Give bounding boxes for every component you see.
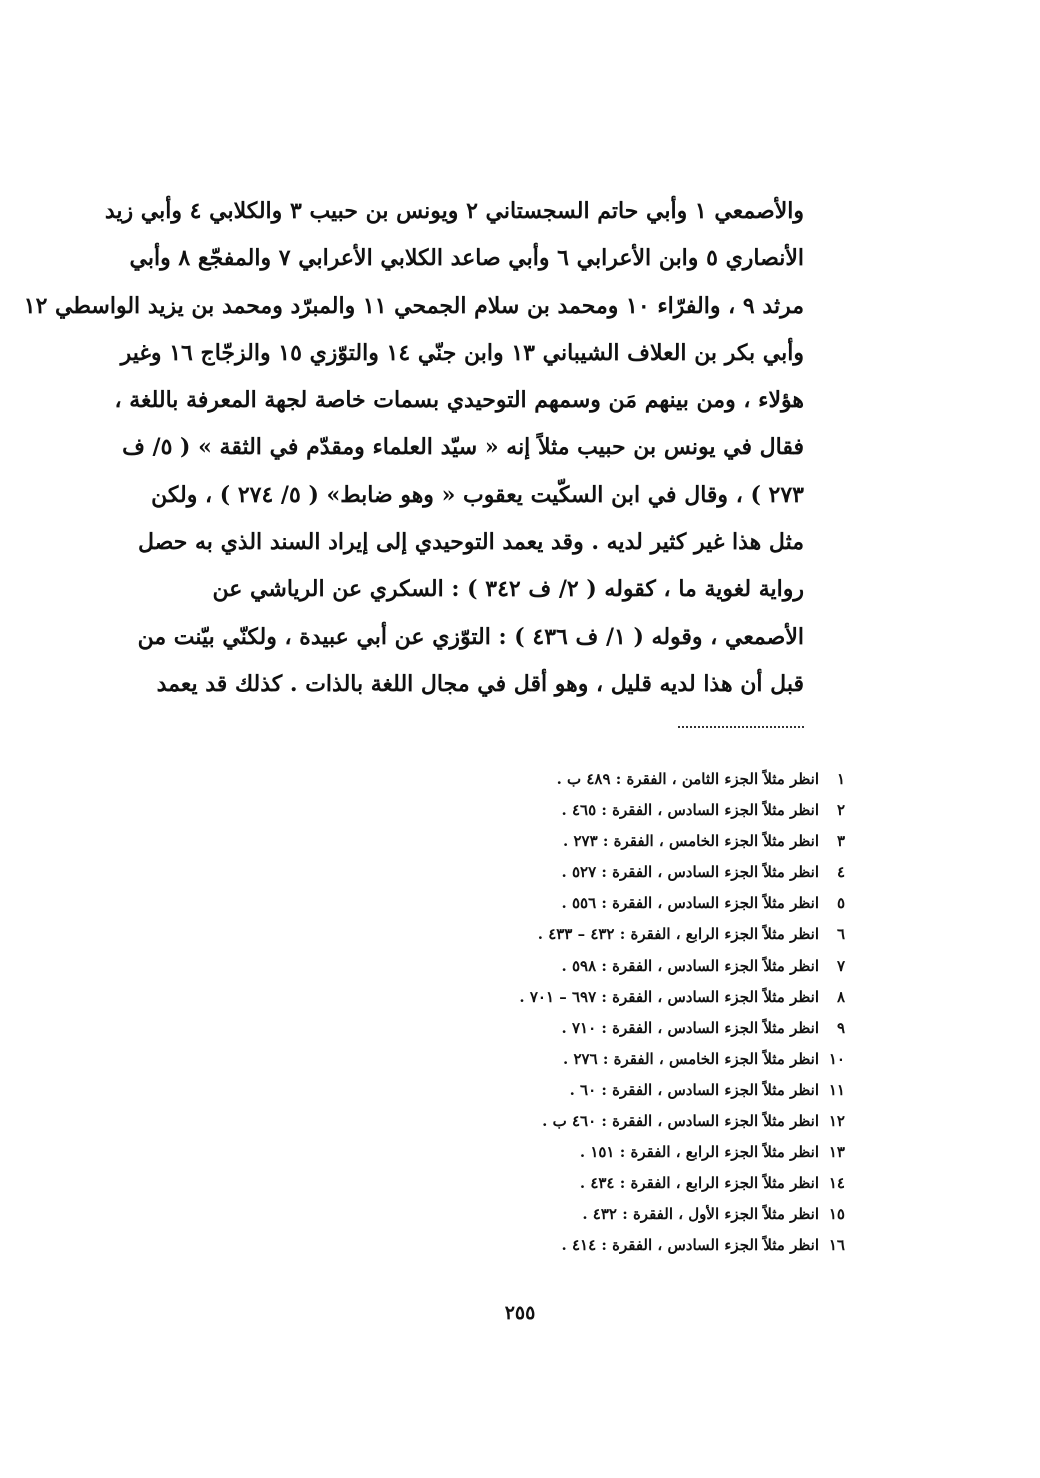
footnote-text: انظر مثلاً الجزء السادس ، الفقرة : ٦٩٧ – ٧٠١ . [519,987,819,1006]
footnote-item [400,1137,845,1168]
footnote-text: انظر مثلاً الجزء السادس ، الفقرة : ٥٢٧ . [561,863,819,882]
footnote-item [400,1106,845,1137]
body-line: والأصمعي ١ وأبي حاتم السجستاني ٢ ويونس بن حبيب ٣ والكلابي ٤ وأبي زيد [104,198,804,224]
footnote-number: ١٣ [828,1143,845,1162]
body-line: رواية لغوية ما ، كقوله ( ٢/ ف ٣٤٢ ) : السكري عن الرياشي عن [212,576,804,603]
body-line: الأصمعي ، وقوله ( ١/ ف ٤٣٦ ) : التوّزي عن أبي عبيدة ، ولكنّي بيّنت من [137,623,804,650]
footnote-text: انظر مثلاً الجزء السادس ، الفقرة : ٦٠ . [569,1080,819,1099]
footnote-number: ٣ [836,832,845,851]
footnote-text: انظر مثلاً الجزء السادس ، الفقرة : ٧١٠ . [561,1018,819,1037]
footnote-number: ٩ [836,1018,845,1037]
footnote-item [400,1044,845,1075]
body-line: وأبي بكر بن العلاف الشيباني ١٣ وابن جنّي ١٤ والتوّزي ١٥ والزجّاج ١٦ وغير [120,339,804,366]
footnote-item [400,888,845,919]
footnote-number: ١٤ [828,1174,845,1193]
main-text-block [23,188,804,708]
body-line: الأنصاري ٥ وابن الأعرابي ٦ وأبي صاعد الكلابي الأعرابي ٧ والمفجّع ٨ وأبي [129,245,804,272]
footnote-item [400,982,845,1013]
footnote-item [400,764,845,795]
footnotes-list [400,764,845,1262]
footnote-text: انظر مثلاً الجزء الثامن ، الفقرة : ٤٨٩ ب . [556,770,819,788]
footnote-text: انظر مثلاً الجزء السادس ، الفقرة : ٤٦٥ . [561,801,819,820]
footnote-number: ١٢ [828,1112,845,1131]
footnote-separator [678,726,804,728]
body-line: قبل أن هذا لديه قليل ، وهو أقل في مجال اللغة بالذات . كذلك قد يعمد [156,670,804,697]
footnote-number: ٦ [836,925,845,944]
footnote-number: ٤ [836,863,845,882]
footnote-number: ١١ [828,1080,845,1099]
footnote-text: انظر مثلاً الجزء الرابع ، الفقرة : ١٥١ . [579,1143,819,1162]
footnote-item [400,951,845,982]
footnote-item [400,826,845,857]
footnote-number: ٧ [836,956,845,975]
footnote-item [400,1075,845,1106]
footnote-text: انظر مثلاً الجزء السادس ، الفقرة : ٤٦٠ ب . [542,1112,819,1131]
footnote-number: ١ [836,770,845,788]
footnote-text: انظر مثلاً الجزء الرابع ، الفقرة : ٤٣٤ . [579,1174,819,1193]
body-line: ٢٧٣ ) ، وقال في ابن السكّيت يعقوب « وهو ضابط» ( ٥/ ٢٧٤ ) ، ولكن [151,481,804,508]
footnote-text: انظر مثلاً الجزء الخامس ، الفقرة : ٢٧٦ . [563,1049,819,1068]
footnote-item [400,1230,845,1261]
footnote-number: ٨ [836,987,845,1006]
page-number: ٢٥٥ [504,1302,536,1324]
footnote-number: ٥ [836,894,845,913]
footnote-text: انظر مثلاً الجزء السادس ، الفقرة : ٤١٤ . [561,1236,819,1255]
footnote-text: انظر مثلاً الجزء الخامس ، الفقرة : ٢٧٣ . [563,832,819,851]
body-line: فقال في يونس بن حبيب مثلاً إنه « سيّد العلماء ومقدّم في الثقة » ( ٥/ ف [122,434,804,461]
footnote-number: ١٦ [828,1236,845,1255]
footnote-text: انظر مثلاً الجزء السادس ، الفقرة : ٥٩٨ . [561,956,819,975]
footnote-text: انظر مثلاً الجزء السادس ، الفقرة : ٥٥٦ . [561,894,819,913]
footnote-item [400,1013,845,1044]
footnote-item [400,919,845,950]
footnote-text: انظر مثلاً الجزء الأول ، الفقرة : ٤٣٢ . [582,1205,819,1224]
body-line: مثل هذا غير كثير لديه . وقد يعمد التوحيدي إلى إيراد السند الذي به حصل [138,529,804,556]
footnote-item [400,1168,845,1199]
body-line: هؤلاء ، ومن بينهم مَن وسمهم التوحيدي بسمات خاصة لجهة المعرفة باللغة ، [114,387,804,414]
footnote-item [400,795,845,826]
footnote-text: انظر مثلاً الجزء الرابع ، الفقرة : ٤٣٢ – ٤٣٣ . [537,925,819,944]
footnote-number: ١٥ [828,1205,845,1224]
body-line: مرثد ٩ ، والفرّاء ١٠ ومحمد بن سلام الجمحي ١١ والمبرّد ومحمد بن يزيد الواسطي ١٢ [23,292,804,319]
footnote-item [400,857,845,888]
footnote-number: ١٠ [828,1049,845,1068]
footnote-number: ٢ [836,801,845,820]
footnote-item [400,1199,845,1230]
